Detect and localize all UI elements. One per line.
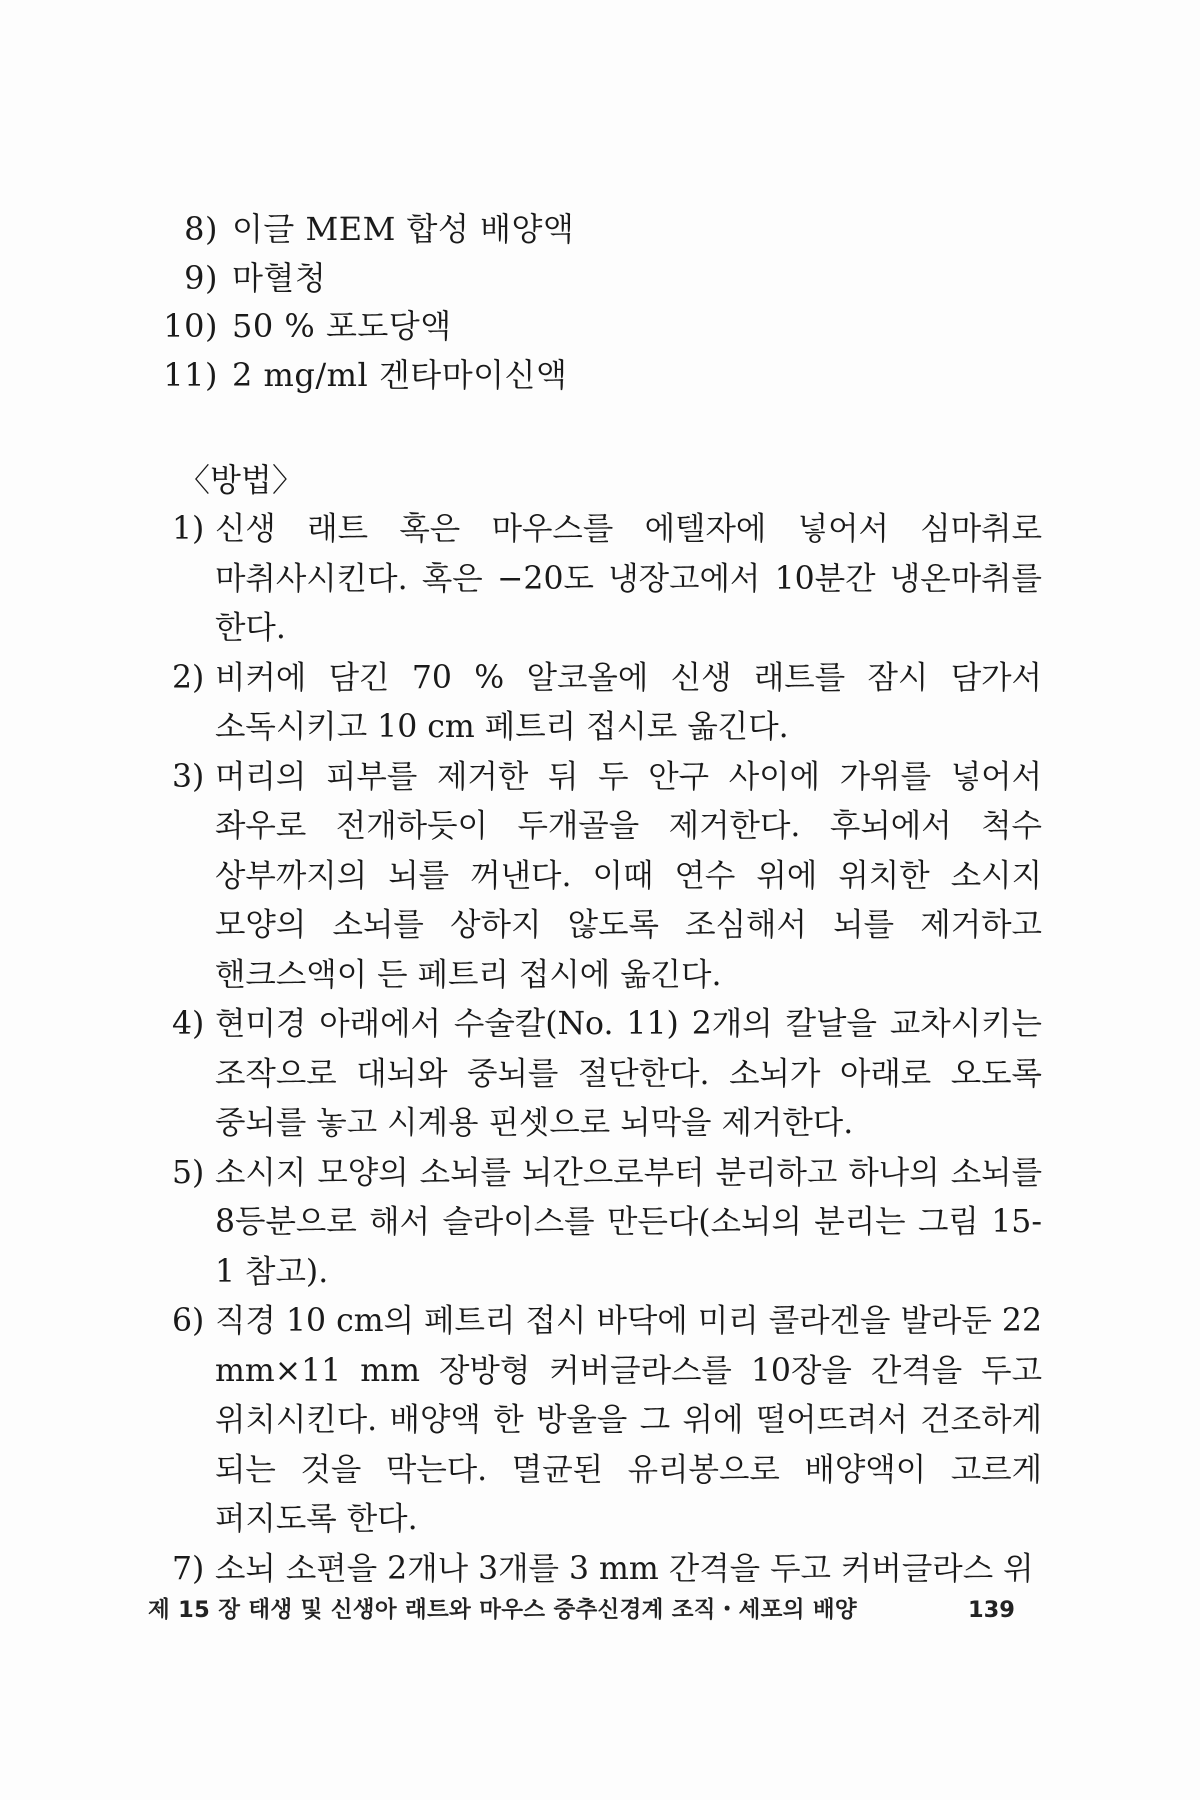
method-step xyxy=(172,505,1042,654)
material-number: 10) xyxy=(163,307,218,345)
step-text: 소뇌 소편을 2개나 3개를 3 mm 간격을 두고 커버글라스 위 xyxy=(215,1550,1034,1587)
material-text: 이글 MEM 합성 배양액 xyxy=(232,210,575,248)
running-footer-chapter-title: 제 15 장 태생 및 신생아 래트와 마우스 중추신경계 조직・세포의 배양 xyxy=(148,1597,857,1623)
method-step xyxy=(172,1545,1042,1595)
step-text: 현미경 아래에서 수술칼(No. 11) 2개의 칼날을 교차시키는 조작으로 대뇌와 중뇌를 절단한다. 소뇌가 아래로 오도록 중뇌를 놓고 시계용 핀셋으로 뇌막을 제거한다. xyxy=(215,1006,1042,1141)
material-number: 11) xyxy=(163,355,218,394)
method-step xyxy=(172,1149,1042,1298)
method-step xyxy=(172,1000,1042,1149)
material-item xyxy=(158,351,1058,400)
material-item xyxy=(158,254,1058,303)
method-step xyxy=(172,654,1042,753)
step-number: 2) xyxy=(172,659,205,696)
method-step xyxy=(172,1297,1042,1545)
method-steps xyxy=(172,505,1042,1594)
step-text: 직경 10 cm의 페트리 접시 바닥에 미리 콜라겐을 발라둔 22 mm×11 mm 장방형 커버글라스를 10장을 간격을 두고 위치시킨다. 배양액 한 방울을 그 위에 떨어뜨려서 건조하게 되는 것을 막는다. 멸균된 유리봉으로 배양액이 고르게 퍼지도록 한다. xyxy=(215,1303,1042,1537)
step-text: 신생 래트 혹은 마우스를 에텔자에 넣어서 심마취로 마취사시킨다. 혹은 −20도 냉장고에서 10분간 냉온마취를 한다. xyxy=(215,511,1042,646)
step-text: 머리의 피부를 제거한 뒤 두 안구 사이에 가위를 넣어서 좌우로 전개하듯이 두개골을 제거한다. 후뇌에서 척수 상부까지의 뇌를 꺼낸다. 이때 연수 위에 위치한 소시지 모양의 소뇌를 상하지 않도록 조심해서 뇌를 제거하고 핸크스액이 든 페트리 접시에 옮긴다. xyxy=(215,758,1042,993)
step-text: 비커에 담긴 70 % 알코올에 신생 래트를 잠시 담가서 소독시키고 10 cm 페트리 접시로 옮긴다. xyxy=(215,659,1042,745)
materials-list xyxy=(158,205,1058,399)
material-item xyxy=(158,302,1058,351)
material-text: 50 % 포도당액 xyxy=(232,307,452,345)
step-number: 4) xyxy=(172,1006,205,1042)
method-step xyxy=(172,753,1042,1001)
step-number: 3) xyxy=(172,758,205,795)
material-item xyxy=(158,205,1058,254)
step-number: 5) xyxy=(172,1154,205,1191)
step-text: 소시지 모양의 소뇌를 뇌간으로부터 분리하고 하나의 소뇌를 8등분으로 해서 슬라이스를 만든다(소뇌의 분리는 그림 15-1 참고). xyxy=(215,1154,1042,1290)
method-heading: 〈방법〉 xyxy=(178,461,304,499)
material-text: 마혈청 xyxy=(232,258,327,297)
page-number: 139 xyxy=(968,1597,1015,1623)
step-number: 7) xyxy=(172,1550,205,1587)
material-text: 2 mg/ml 겐타마이신액 xyxy=(232,355,568,394)
step-number: 6) xyxy=(172,1303,205,1339)
material-number: 8) xyxy=(184,210,218,248)
material-number: 9) xyxy=(184,258,218,297)
step-number: 1) xyxy=(172,511,205,547)
